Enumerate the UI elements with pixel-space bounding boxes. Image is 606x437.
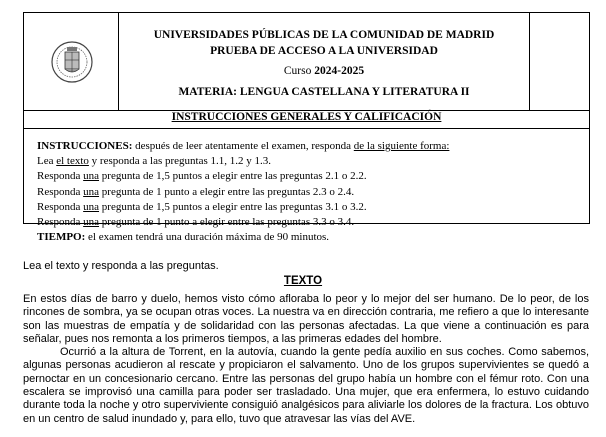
university-seal-icon <box>50 39 94 85</box>
divider <box>24 128 589 129</box>
instruction-line: Responda una pregunta de 1 punto a elegir entre las preguntas 2.3 o 2.4. <box>37 185 355 198</box>
blank-cell <box>529 13 589 110</box>
exam-title-block <box>119 13 529 110</box>
instructions-title: INSTRUCCIONES GENERALES Y CALIFICACIÓN <box>171 111 442 123</box>
instruction-line: Responda una pregunta de 1,5 puntos a elegir entre las preguntas 3.1 o 3.2. <box>37 200 367 213</box>
exam-header-box <box>23 12 590 244</box>
instructions-intro: INSTRUCCIONES: después de leer atentamente el examen, responda de la siguiente forma: <box>37 140 450 152</box>
subject-line: MATERIA: LENGUA CASTELLANA Y LITERATURA II <box>178 86 470 98</box>
header-line-1: UNIVERSIDADES PÚBLICAS DE LA COMUNIDAD DE MADRID <box>153 29 495 41</box>
logo-cell <box>24 13 119 110</box>
course-line: Curso 2024-2025 <box>283 65 365 77</box>
course-value: 2024-2025 <box>314 65 365 77</box>
instructions-body <box>37 139 577 245</box>
instruction-line: Responda una pregunta de 1 punto a elegir entre las preguntas 3.3 o 3.4. <box>37 216 355 229</box>
lead-text: Lea el texto y responda a las preguntas. <box>23 260 219 272</box>
time-line: TIEMPO: el examen tendrá una duración máxima de 90 minutos. <box>37 231 330 244</box>
header-line-2: PRUEBA DE ACCESO A LA UNIVERSIDAD <box>210 45 438 57</box>
instruction-line: Lea el texto y responda a las preguntas 1.1, 1.2 y 1.3. <box>37 155 271 168</box>
instruction-line: Responda una pregunta de 1,5 puntos a elegir entre las preguntas 2.1 o 2.2. <box>37 170 367 183</box>
passage-text <box>23 293 589 426</box>
texto-heading: TEXTO <box>283 275 323 287</box>
paragraph: Ocurrió a la altura de Torrent, en la autovía, cuando la gente pedía auxilio en sus coches. Como sabemos, algunas personas acudieron al rescate y propiciaron el salvamento. Uno de los grupos supervivientes se quedó a pernoctar en un concesionario cercano. Entre las personas del grupo había un hombre con el fémur roto. Con una escalera se improvisó una camilla para poder ser trasladado. Una mujer, que era enfermera, lo estuvo cuidando durante toda la noche y otro superviviente consiguió analgésicos para aliviarle los dolores de la fractura. Los obtuvo en un centro de salud inundado y, para ello, tuvo que atravesar las vías del AVE. <box>23 346 589 425</box>
paragraph: En estos días de barro y duelo, hemos visto cómo afloraba lo peor y lo mejor del ser humano. De lo peor, de los rincones de sombra, ya se ocupan otras voces. La nuestra va en dirección contraria, me refiero a que lo interesante son las muestras de empatía y de solidaridad con las personas afectadas. La que viene a continuación es para señalar, pues nos remonta a los primeros tiempos, a las primeras edades del hombre. <box>23 293 589 345</box>
